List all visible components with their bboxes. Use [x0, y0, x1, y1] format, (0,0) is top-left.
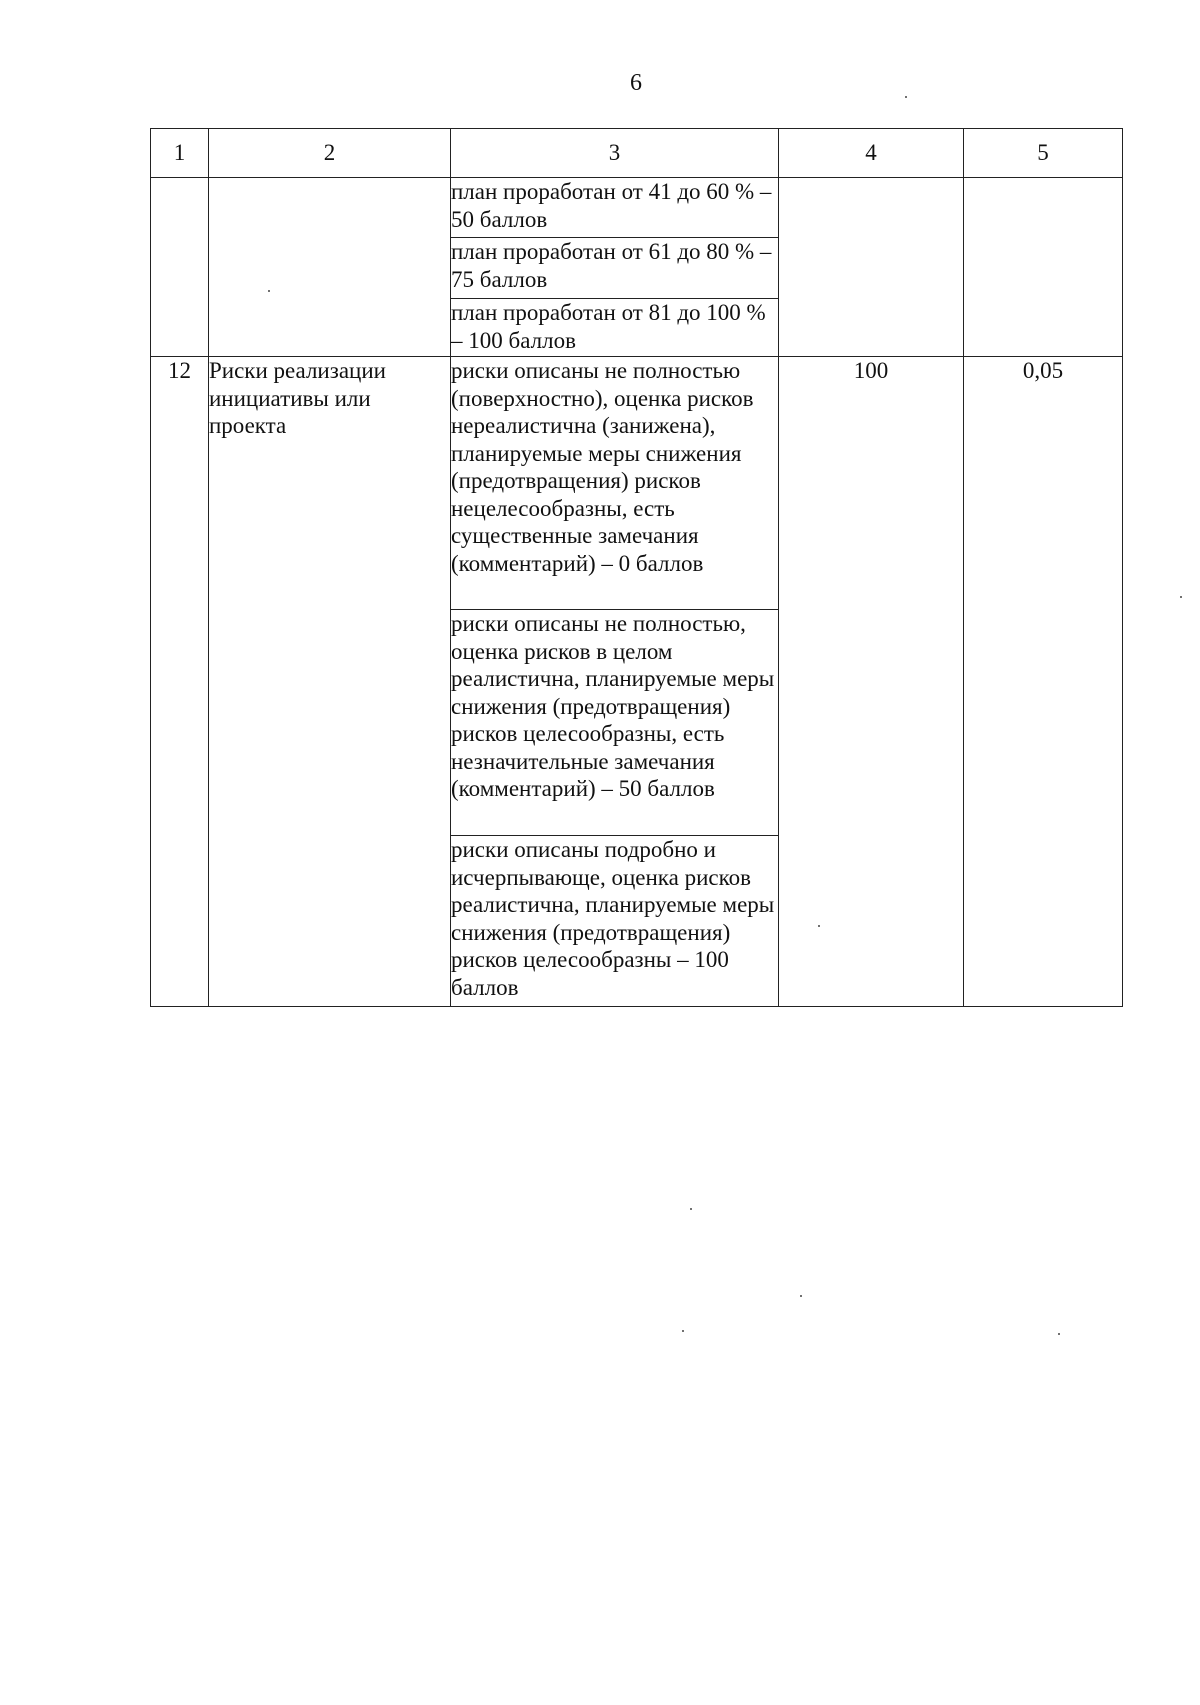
page-number: 6: [630, 70, 642, 96]
continuation-max-score-cell: [779, 178, 964, 357]
max-score: 100: [779, 357, 964, 1007]
scale-cell: риски описаны подробно и исчерпывающе, оценка рисков реалистична, планируемые меры снижения (предотвращения) рисков целесообразны – 100 баллов: [451, 836, 779, 1007]
scale-cell: план проработан от 81 до 100 % – 100 баллов: [451, 299, 779, 357]
continuation-criterion-cell: [209, 178, 451, 357]
scan-speck: [800, 1295, 802, 1297]
criterion-name: Риски реализации инициативы или проекта: [209, 357, 451, 1007]
table-header-row: [151, 129, 1123, 178]
scale-cell: риски описаны не полностью (поверхностно), оценка рисков нереалистична (занижена), планируемые меры снижения (предотвращения) рисков нецелесообразны, есть существенные замечания (комментарий) – 0 баллов: [451, 357, 779, 610]
scan-speck: [682, 1330, 684, 1332]
column-header-5: 5: [964, 129, 1123, 178]
table-row: [151, 357, 1123, 610]
weight-coefficient: 0,05: [964, 357, 1123, 1007]
scale-cell: план проработан от 61 до 80 % – 75 баллов: [451, 238, 779, 299]
scoring-criteria-table: [150, 128, 1123, 1007]
scan-speck: [905, 96, 907, 98]
column-header-1: 1: [151, 129, 209, 178]
scan-speck: [690, 1208, 692, 1210]
scale-cell: риски описаны не полностью, оценка рисков в целом реалистична, планируемые меры снижения (предотвращения) рисков целесообразны, есть незначительные замечания (комментарий) – 50 баллов: [451, 610, 779, 836]
continuation-number-cell: [151, 178, 209, 357]
continuation-weight-cell: [964, 178, 1123, 357]
scan-speck: [1058, 1333, 1060, 1335]
column-header-2: 2: [209, 129, 451, 178]
table-row: [151, 178, 1123, 238]
column-header-4: 4: [779, 129, 964, 178]
scale-cell: план проработан от 41 до 60 % – 50 баллов: [451, 178, 779, 238]
scan-speck: [818, 925, 820, 927]
column-header-3: 3: [451, 129, 779, 178]
criterion-number: 12: [151, 357, 209, 1007]
scan-speck: [268, 290, 270, 292]
scan-speck: [1180, 596, 1182, 598]
